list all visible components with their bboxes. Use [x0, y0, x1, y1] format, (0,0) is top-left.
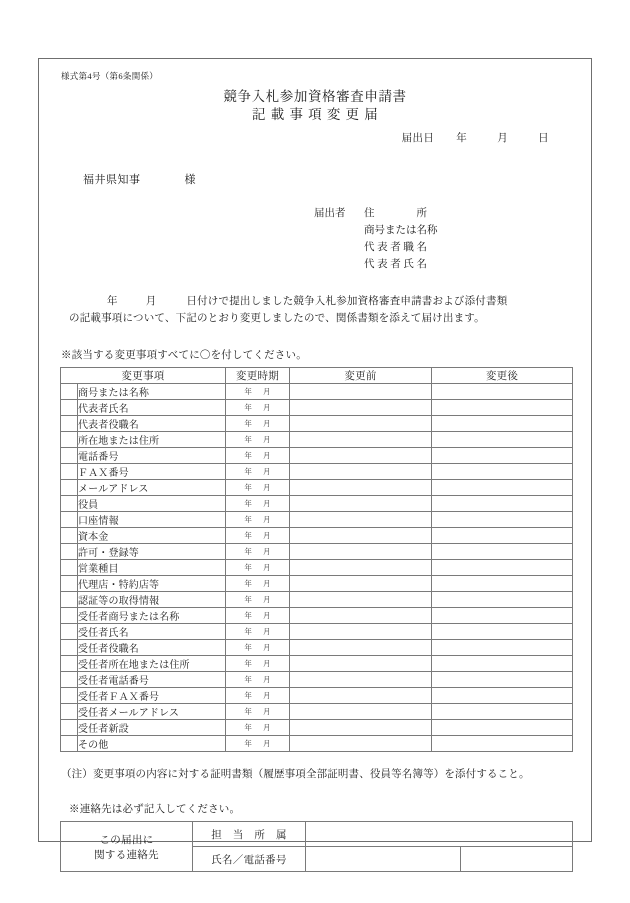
period-month: 月	[263, 643, 271, 653]
submit-date-day[interactable]: 日	[538, 133, 549, 145]
change-period-cell[interactable]	[226, 464, 290, 480]
change-item-label: 口座情報	[78, 512, 226, 528]
circle-mark-cell[interactable]	[61, 704, 78, 720]
change-items-table	[60, 367, 573, 752]
document-title-line1: 競争入札参加資格審査申請書	[223, 89, 407, 104]
value-after-cell[interactable]	[432, 528, 573, 544]
value-before-cell[interactable]	[290, 560, 432, 576]
value-after-cell[interactable]	[432, 464, 573, 480]
period-year: 年	[244, 611, 253, 621]
change-period-cell[interactable]	[226, 544, 290, 560]
table-row	[61, 624, 573, 640]
contact-phone-input[interactable]	[461, 847, 573, 872]
period-year: 年	[244, 643, 253, 653]
change-items-body	[61, 384, 573, 752]
value-after-cell[interactable]	[432, 416, 573, 432]
title-block	[59, 88, 571, 124]
table-row	[61, 512, 573, 528]
table-row	[61, 672, 573, 688]
period-year: 年	[244, 675, 253, 685]
value-before-cell[interactable]	[290, 416, 432, 432]
header-change-item: 変更事項	[61, 368, 226, 384]
period-month: 月	[263, 627, 271, 637]
period-month: 月	[263, 531, 271, 541]
change-period-cell[interactable]	[226, 624, 290, 640]
submitter-field-rep-name: 代 表 者 氏 名	[364, 259, 427, 271]
period-year: 年	[244, 723, 253, 733]
table-row	[61, 576, 573, 592]
value-before-cell[interactable]	[290, 736, 432, 752]
period-month: 月	[263, 387, 271, 397]
period-year: 年	[244, 547, 253, 557]
circle-mark-cell[interactable]	[61, 592, 78, 608]
circle-mark-cell[interactable]	[61, 560, 78, 576]
form-page	[38, 58, 592, 866]
value-before-cell[interactable]	[290, 400, 432, 416]
period-year: 年	[244, 563, 253, 573]
change-item-label: 認証等の取得情報	[78, 592, 226, 608]
change-period-cell[interactable]	[226, 592, 290, 608]
period-month: 月	[263, 723, 271, 733]
table-row	[61, 688, 573, 704]
value-after-cell[interactable]	[432, 656, 573, 672]
period-month: 月	[263, 419, 271, 429]
submit-date-year[interactable]: 年	[456, 133, 468, 145]
header-after: 変更後	[432, 368, 573, 384]
circle-mark-cell[interactable]	[61, 400, 78, 416]
table-row	[61, 400, 573, 416]
value-before-cell[interactable]	[290, 704, 432, 720]
change-period-cell[interactable]	[226, 512, 290, 528]
value-before-cell[interactable]	[290, 544, 432, 560]
period-year: 年	[244, 707, 253, 717]
period-year: 年	[244, 691, 253, 701]
body-month[interactable]: 月	[145, 296, 157, 308]
contact-notice: ※連絡先は必ず記入してください。	[69, 804, 241, 816]
value-after-cell[interactable]	[432, 688, 573, 704]
value-after-cell[interactable]	[432, 496, 573, 512]
change-period-cell[interactable]	[226, 400, 290, 416]
contact-name-input[interactable]	[306, 847, 461, 872]
value-before-cell[interactable]	[290, 720, 432, 736]
change-period-cell[interactable]	[226, 560, 290, 576]
circle-mark-cell[interactable]	[61, 720, 78, 736]
period-month: 月	[263, 691, 271, 701]
table-row	[61, 544, 573, 560]
period-month: 月	[263, 435, 271, 445]
submitter-keyword: 届出者	[314, 208, 346, 220]
value-before-cell[interactable]	[290, 656, 432, 672]
change-period-cell[interactable]	[226, 704, 290, 720]
period-month: 月	[263, 547, 271, 557]
contact-department-label: 担 当 所 属	[193, 822, 306, 847]
value-after-cell[interactable]	[432, 640, 573, 656]
change-period-cell[interactable]	[226, 672, 290, 688]
form-page-inner	[39, 59, 591, 866]
table-row	[61, 640, 573, 656]
circle-notice: ※該当する変更事項すべてに〇を付してください。	[61, 350, 307, 362]
change-period-cell[interactable]	[226, 448, 290, 464]
contact-label-line1: この届出に	[99, 834, 154, 846]
change-period-cell[interactable]	[226, 688, 290, 704]
submitter-row-rep-name[interactable]	[314, 256, 571, 273]
circle-mark-cell[interactable]	[61, 416, 78, 432]
table-row	[61, 560, 573, 576]
change-item-label: 役員	[78, 496, 226, 512]
period-month: 月	[263, 483, 271, 493]
addressee-line	[83, 171, 571, 187]
value-before-cell[interactable]	[290, 464, 432, 480]
submitter-block	[59, 205, 571, 273]
period-month: 月	[263, 563, 271, 573]
value-after-cell[interactable]	[432, 608, 573, 624]
circle-mark-cell[interactable]	[61, 608, 78, 624]
period-year: 年	[244, 627, 253, 637]
value-before-cell[interactable]	[290, 592, 432, 608]
change-period-cell[interactable]	[226, 432, 290, 448]
period-month: 月	[263, 579, 271, 589]
contact-table	[60, 821, 573, 872]
contact-name-phone-label: 氏名／電話番号	[193, 847, 306, 872]
change-item-label: 受任者電話番号	[78, 672, 226, 688]
period-year: 年	[244, 419, 253, 429]
circle-mark-cell[interactable]	[61, 624, 78, 640]
table-header-row	[61, 368, 573, 384]
value-after-cell[interactable]	[432, 448, 573, 464]
change-period-cell[interactable]	[226, 480, 290, 496]
table-row	[61, 720, 573, 736]
table-row	[61, 528, 573, 544]
value-before-cell[interactable]	[290, 448, 432, 464]
table-row	[61, 656, 573, 672]
circle-mark-cell[interactable]	[61, 640, 78, 656]
period-month: 月	[263, 707, 271, 717]
period-year: 年	[244, 531, 253, 541]
table-row	[61, 480, 573, 496]
change-item-label: 受任者メールアドレス	[78, 704, 226, 720]
value-after-cell[interactable]	[432, 592, 573, 608]
body-year[interactable]: 年	[107, 296, 118, 308]
form-number: 様式第4号（第6条関係）	[61, 71, 159, 81]
circle-mark-cell[interactable]	[61, 528, 78, 544]
period-year: 年	[244, 403, 253, 413]
change-period-cell[interactable]	[226, 736, 290, 752]
body-paragraph-line1	[69, 293, 561, 310]
period-year: 年	[244, 579, 253, 589]
value-before-cell[interactable]	[290, 672, 432, 688]
body-day-text: 日付けで提出しました競争入札参加資格審査申請書および添付書類	[186, 296, 508, 308]
document-title-line2: 記載事項変更届	[252, 107, 383, 123]
period-year: 年	[244, 739, 253, 749]
submitter-field-address: 住 所	[364, 208, 427, 220]
circle-mark-cell[interactable]	[61, 448, 78, 464]
table-row	[61, 432, 573, 448]
contact-department-input[interactable]	[306, 822, 573, 847]
contact-label-line2: 関する連絡先	[94, 849, 159, 861]
value-after-cell[interactable]	[432, 576, 573, 592]
submitter-field-company: 商号または名称	[364, 225, 438, 237]
change-item-label: 所在地または住所	[78, 432, 226, 448]
period-month: 月	[263, 595, 271, 605]
change-item-label: 許可・登録等	[78, 544, 226, 560]
change-item-label: 受任者役職名	[78, 640, 226, 656]
change-period-cell[interactable]	[226, 416, 290, 432]
change-period-cell[interactable]	[226, 640, 290, 656]
change-item-label: 受任者新設	[78, 720, 226, 736]
change-item-label: 代理店・特約店等	[78, 576, 226, 592]
value-before-cell[interactable]	[290, 688, 432, 704]
change-item-label: その他	[78, 736, 226, 752]
table-row	[61, 608, 573, 624]
submitter-row-rep-title[interactable]	[314, 239, 571, 256]
circle-mark-cell[interactable]	[61, 496, 78, 512]
submit-date-line	[59, 130, 571, 145]
value-before-cell[interactable]	[290, 496, 432, 512]
change-period-cell[interactable]	[226, 656, 290, 672]
period-month: 月	[263, 739, 271, 749]
value-before-cell[interactable]	[290, 432, 432, 448]
period-year: 年	[244, 483, 253, 493]
value-before-cell[interactable]	[290, 576, 432, 592]
change-period-cell[interactable]	[226, 720, 290, 736]
period-month: 月	[263, 403, 271, 413]
submit-date-month[interactable]: 月	[497, 133, 509, 145]
submitter-field-rep-title: 代 表 者 職 名	[364, 242, 427, 254]
circle-mark-cell[interactable]	[61, 464, 78, 480]
table-row	[61, 416, 573, 432]
period-year: 年	[244, 467, 253, 477]
table-row	[61, 448, 573, 464]
value-after-cell[interactable]	[432, 672, 573, 688]
change-item-label: 代表者氏名	[78, 400, 226, 416]
period-month: 月	[263, 515, 271, 525]
circle-mark-cell[interactable]	[61, 576, 78, 592]
value-before-cell[interactable]	[290, 608, 432, 624]
period-year: 年	[244, 435, 253, 445]
header-change-period: 変更時期	[226, 368, 290, 384]
period-month: 月	[263, 675, 271, 685]
change-period-cell[interactable]	[226, 384, 290, 400]
contact-row-department	[61, 822, 573, 847]
change-item-label: 受任者ＦＡＸ番号	[78, 688, 226, 704]
circle-mark-cell[interactable]	[61, 672, 78, 688]
change-item-label: 商号または名称	[78, 384, 226, 400]
value-before-cell[interactable]	[290, 480, 432, 496]
table-row	[61, 464, 573, 480]
circle-mark-cell[interactable]	[61, 736, 78, 752]
change-period-cell[interactable]	[226, 608, 290, 624]
submit-date-label: 届出日	[401, 133, 435, 145]
value-after-cell[interactable]	[432, 720, 573, 736]
change-item-label: メールアドレス	[78, 480, 226, 496]
table-row	[61, 592, 573, 608]
change-period-cell[interactable]	[226, 496, 290, 512]
addressee-honorific: 様	[184, 174, 196, 187]
circle-mark-cell[interactable]	[61, 688, 78, 704]
change-item-label: 受任者氏名	[78, 624, 226, 640]
circle-mark-cell[interactable]	[61, 512, 78, 528]
change-item-label: 受任者所在地または住所	[78, 656, 226, 672]
change-item-label: 電話番号	[78, 448, 226, 464]
value-after-cell[interactable]	[432, 560, 573, 576]
period-month: 月	[263, 499, 271, 509]
period-year: 年	[244, 659, 253, 669]
value-after-cell[interactable]	[432, 480, 573, 496]
addressee-name: 福井県知事	[83, 174, 141, 187]
value-before-cell[interactable]	[290, 384, 432, 400]
table-row	[61, 704, 573, 720]
value-before-cell[interactable]	[290, 624, 432, 640]
change-item-label: 資本金	[78, 528, 226, 544]
value-after-cell[interactable]	[432, 544, 573, 560]
value-after-cell[interactable]	[432, 624, 573, 640]
period-year: 年	[244, 451, 253, 461]
change-item-label: ＦＡＸ番号	[78, 464, 226, 480]
circle-mark-cell[interactable]	[61, 432, 78, 448]
circle-mark-cell[interactable]	[61, 480, 78, 496]
period-month: 月	[263, 611, 271, 621]
change-period-cell[interactable]	[226, 528, 290, 544]
header-before: 変更前	[290, 368, 432, 384]
period-month: 月	[263, 451, 271, 461]
value-after-cell[interactable]	[432, 400, 573, 416]
submitter-row-address[interactable]	[314, 205, 571, 222]
period-year: 年	[244, 515, 253, 525]
period-month: 月	[263, 659, 271, 669]
value-after-cell[interactable]	[432, 736, 573, 752]
value-after-cell[interactable]	[432, 704, 573, 720]
submitter-row-company[interactable]	[314, 222, 571, 239]
contact-block-label	[61, 822, 193, 872]
period-year: 年	[244, 595, 253, 605]
attachment-note: （注）変更事項の内容に対する証明書類（履歴事項全部証明書、役員等名簿等）を添付すること。	[61, 769, 530, 781]
period-year: 年	[244, 499, 253, 509]
body-paragraph	[69, 293, 561, 327]
table-row	[61, 736, 573, 752]
value-before-cell[interactable]	[290, 640, 432, 656]
period-month: 月	[263, 467, 271, 477]
table-row	[61, 496, 573, 512]
value-after-cell[interactable]	[432, 432, 573, 448]
value-before-cell[interactable]	[290, 512, 432, 528]
value-after-cell[interactable]	[432, 512, 573, 528]
period-year: 年	[244, 387, 253, 397]
circle-mark-cell[interactable]	[61, 656, 78, 672]
change-item-label: 営業種目	[78, 560, 226, 576]
circle-mark-cell[interactable]	[61, 544, 78, 560]
change-item-label: 代表者役職名	[78, 416, 226, 432]
change-item-label: 受任者商号または名称	[78, 608, 226, 624]
circle-mark-cell[interactable]	[61, 384, 78, 400]
value-after-cell[interactable]	[432, 384, 573, 400]
value-before-cell[interactable]	[290, 528, 432, 544]
table-row	[61, 384, 573, 400]
body-paragraph-line2: の記載事項について、下記のとおり変更しましたので、関係書類を添えて届け出ます。	[69, 313, 485, 325]
change-period-cell[interactable]	[226, 576, 290, 592]
